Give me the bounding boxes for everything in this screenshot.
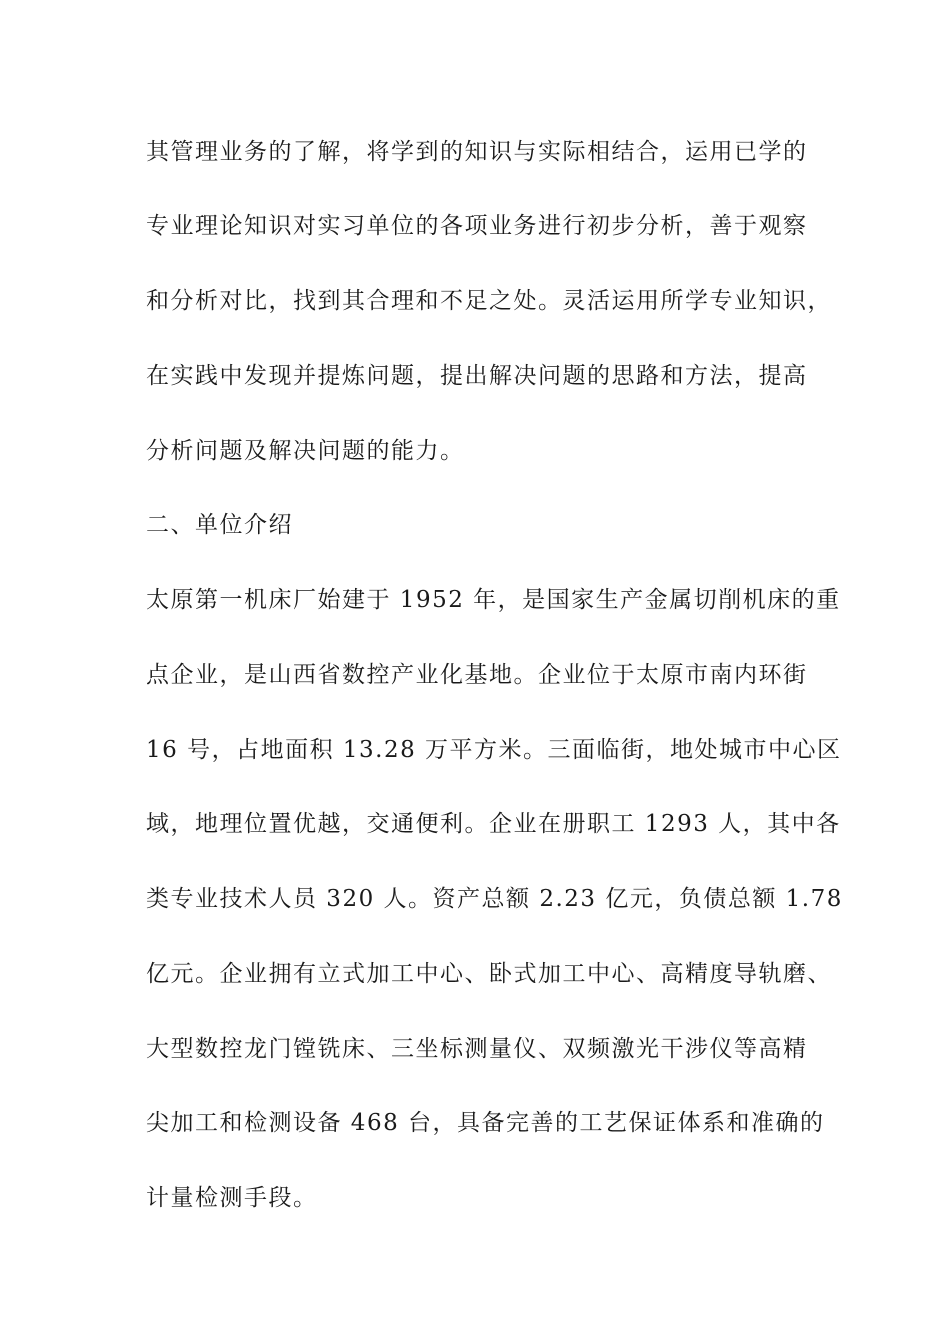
- body-text-line: 其管理业务的了解，将学到的知识与实际相结合，运用已学的: [146, 139, 808, 165]
- body-text-line: 专业理论知识对实习单位的各项业务进行初步分析，善于观察: [146, 213, 808, 239]
- body-text-line: 和分析对比，找到其合理和不足之处。灵活运用所学专业知识，: [146, 288, 832, 314]
- body-text-line: 计量检测手段。: [146, 1185, 318, 1211]
- body-text-line: 大型数控龙门镗铣床、三坐标测量仪、双频激光干涉仪等高精: [146, 1036, 808, 1062]
- section-heading: 二、单位介绍: [146, 512, 293, 538]
- body-text-line: 太原第一机床厂始建于 1952 年，是国家生产金属切削机床的重: [146, 587, 841, 613]
- body-text-line: 尖加工和检测设备 468 台，具备完善的工艺保证体系和准确的: [146, 1110, 825, 1136]
- body-text-line: 在实践中发现并提炼问题，提出解决问题的思路和方法，提高: [146, 363, 808, 389]
- body-text-line: 域，地理位置优越，交通便利。企业在册职工 1293 人，其中各: [146, 811, 841, 837]
- body-text-line: 分析问题及解决问题的能力。: [146, 438, 465, 464]
- body-text-line: 16 号，占地面积 13.28 万平方米。三面临街，地处城市中心区: [146, 737, 842, 763]
- body-text-line: 类专业技术人员 320 人。资产总额 2.23 亿元，负债总额 1.78: [146, 886, 843, 912]
- body-text-line: 点企业，是山西省数控产业化基地。企业位于太原市南内环街: [146, 662, 808, 688]
- body-text-line: 亿元。企业拥有立式加工中心、卧式加工中心、高精度导轨磨、: [146, 961, 832, 987]
